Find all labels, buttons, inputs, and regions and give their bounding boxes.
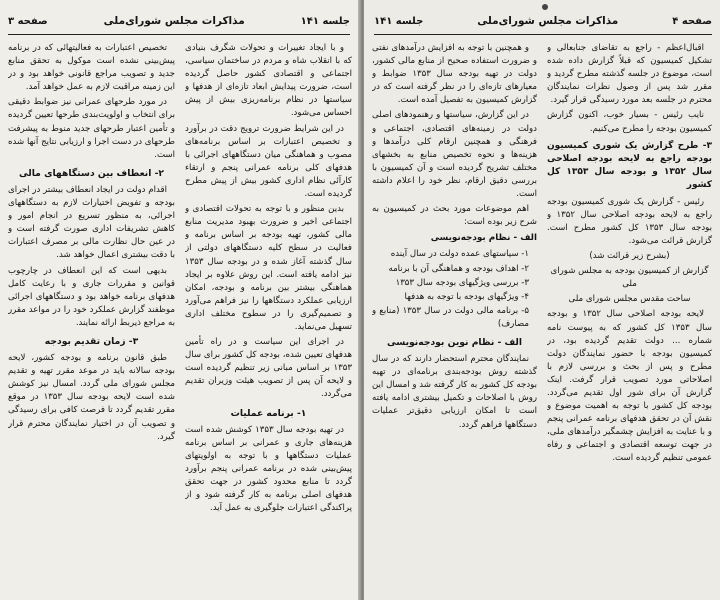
page-number: صفحه ۳	[8, 15, 48, 27]
column-left	[8, 42, 175, 596]
paragraph: بدیهی است که این انعطاف در چارچوب قوانین و مقررات جاری و با رعایت کامل هدفهای برنامه خواهد بود و دستگاههای اجرائی موظفند گزارش عملکرد خود را در مواعد مقرر به مراجع ذیربط ارائه نمایند.	[8, 265, 175, 328]
paragraph: اقدام دولت در ایجاد انعطاف بیشتر در اجرای بودجه و تفویض اختیارات لازم به دستگاههای اجرائی، به منظور تسریع در انجام امور و کاهش تشریفات اداری صورت گرفته است و در عین حال نظارت مالی بر مصرف اعتبارات با دقت بیشتری اعمال خواهد شد.	[8, 184, 175, 261]
agenda-item-heading: ۳- طرح گزارش یک شوری کمیسیون بودجه راجع به لایحه بودجه اصلاحی سال ۱۳۵۲ و بودجه سال ۱۳۵۳ کل کشور	[547, 140, 712, 190]
right-page-header	[374, 8, 712, 35]
paragraph: رئیس - گزارش یک شوری کمیسیون بودجه راجع به لایحه بودجه اصلاحی سال ۱۳۵۲ و بودجه سال ۱۳۵۳ کل کشور مطرح است. گزارش قرائت می‌شود.	[547, 196, 712, 246]
list-item: ۵- برنامه مالی دولت در سال ۱۳۵۳ (منابع و مصارف)	[372, 305, 529, 329]
list-item: ۱- سیاستهای عمده دولت در سال آینده	[390, 249, 529, 260]
paragraph: و با ایجاد تغییرات و تحولات شگرف بنیادی که با انقلاب شاه و مردم در ساختمان سیاسی، اجتماعی و اقتصادی کشور حاصل گردیده است، ضرورت پیدایش ابعاد تازه‌ای از هدفها و سیاستها در نظام برنامه‌ریزی بیش از پیش احساس می‌شود.	[185, 43, 352, 119]
right-page	[364, 0, 720, 600]
right-page-columns	[372, 42, 712, 596]
left-page-columns	[8, 42, 352, 596]
section-heading: ۲- انعطاف بین دستگاههای مالی	[18, 167, 165, 179]
paragraph: در این گزارش، سیاستها و رهنمودهای اصلی دولت در زمینه‌های اقتصادی، اجتماعی و فرهنگی و همچنین ارقام کلی درآمدها و هزینه‌ها و نحوه تخصیص منابع به بخشهای مختلف تشریح گردیده است و آن کمیسیون با بررسی دقیق ارقام، نظر خود را اعلام داشته است.	[372, 110, 537, 200]
paragraph: لایحه بودجه اصلاحی سال ۱۳۵۲ و بودجه سال ۱۳۵۳ کل کشور که به پیوست نامه شماره ... دولت تقدیم گردیده بود، در کمیسیون بودجه با حضور نمایندگان دولت مطرح و پس از بحث و بررسی لازم با اصلاحاتی مورد تصویب قرار گرفت. اینک گزارش آن برای شور اول تقدیم می‌گردد. بودجه کل کشور با توجه به اهمیت موضوع و نقش آن در تحقق هدفهای برنامه عمرانی پنجم و با عنایت به افزایش چشمگیر درآمدهای ملی، در جهت توسعه اقتصادی و اجتماعی و رفاه عمومی تنظیم گردیده است.	[547, 309, 712, 464]
session-number: جلسه ۱۴۱	[374, 15, 424, 27]
centered-note: (بشرح زیر قرائت شد)	[589, 251, 670, 262]
page-title: مذاکرات مجلس شورای‌ملی	[103, 15, 245, 27]
paragraph: طبق قانون برنامه و بودجه کشور، لایحه بودجه سالانه باید در موعد مقرر تهیه و تقدیم مجلس شورای ملی گردد. امسال نیز کوشش شده است لایحه بودجه سال ۱۳۵۳ در موقع مقرر تقدیم گردد تا فرصت کافی برای رسیدگی و تصویب آن در اختیار نمایندگان محترم قرار گیرد.	[8, 353, 175, 442]
paragraph: نمایندگان محترم استحضار دارند که در سال گذشته روش بودجه‌بندی برنامه‌ای در تهیه بودجه کل کشور به کار گرفته شد و امسال این روش با اصلاحات و تکمیل بیشتری ادامه یافته است تا امکان ارزیابی دقیق‌تر عملیات دستگاهها فراهم گردد.	[372, 354, 537, 430]
report-title: گزارش از کمیسیون بودجه به مجلس شورای ملی	[550, 266, 709, 290]
column-right	[547, 42, 712, 596]
section-heading: ۱- برنامه عملیات	[230, 407, 307, 419]
list-item: ۳- بررسی ویژگیهای بودجه سال ۱۳۵۳	[395, 277, 529, 288]
list-item: ۲- اهداف بودجه و هماهنگی آن با برنامه	[388, 263, 529, 274]
paragraph: در این شرایط ضرورت ترویج دقت در برآورد و تخصیص اعتبارات بر اساس برنامه‌های مصوب و هماهنگی میان دستگاههای اجرائی با هدفهای کلی برنامه عمرانی پنجم و ارتقاء کارآئی نظام اداری کشور بیش از پیش مطرح گردیده است.	[185, 123, 352, 200]
page-number: صفحه ۴	[672, 15, 712, 27]
session-number: جلسه ۱۴۱	[300, 15, 350, 27]
list-item: ۴- ویژگیهای بودجه با توجه به هدفها	[404, 291, 529, 302]
subsection-heading: الف - نظام بودجه‌نویسی	[430, 233, 537, 244]
paragraph: در تهیه بودجه سال ۱۳۵۳ کوشش شده است هزینه‌های جاری و عمرانی بر اساس برنامه عملیات دستگاهها و با توجه به اولویتهای پیش‌بینی شده در برنامه عمرانی پنجم برآورد گردد تا منابع محدود کشور در جهت تحقق هدفهای اصلی برنامه به کار گرفته شود و از پراکندگی اعتبارات جلوگیری به عمل آید.	[185, 424, 352, 514]
section-heading: الف - نظام نوین بودجه‌نویسی	[386, 336, 523, 348]
paragraph: اهم موضوعات مورد بحث در کمیسیون به شرح زیر بوده است:	[372, 204, 537, 228]
paragraph: نایب رئیس - بسیار خوب، اکنون گزارش کمیسیون بودجه را مطرح می‌کنیم.	[547, 110, 712, 134]
paragraph: تخصیص اعتبارات به فعالیتهائی که در برنامه پیش‌بینی نشده است موکول به تحقق منابع جدید و تصویب مراجع قانونی خواهد بود و در این زمینه مراقبت لازم به عمل خواهد آمد.	[8, 43, 175, 93]
page-title: مذاکرات مجلس شورای‌ملی	[477, 15, 619, 27]
paragraph: و همچنین با توجه به افزایش درآمدهای نفتی و ضرورت استفاده صحیح از منابع مالی کشور، دولت در تهیه بودجه سال ۱۳۵۳ ضوابط و معیارهای تازه‌ای را در نظر گرفته است که در گزارش کمیسیون به تفصیل آمده است.	[372, 43, 537, 106]
left-page-header	[8, 8, 350, 35]
paragraph: در اجرای این سیاست و در راه تأمین هدفهای تعیین شده، بودجه کل کشور برای سال ۱۳۵۳ بر اساس مبانی زیر تنظیم گردیده است و لایحه آن پس از تصویب هیئت وزیران تقدیم می‌گردد.	[185, 337, 352, 400]
column-left	[372, 42, 537, 596]
paragraph: اقبال‌اعظم - راجع به تقاضای جنابعالی و تشکیل کمیسیون که قبلاً گزارش داده شده است، موضوع در جلسه گذشته مطرح گردید و مقرر شد پس از وصول نظرات نمایندگان محترم در جلسه بعد مورد رسیدگی قرار گیرد.	[547, 43, 712, 106]
salutation: ساحت مقدس مجلس شورای ملی	[568, 294, 691, 305]
column-right	[185, 42, 352, 596]
paragraph: بدین منظور و با توجه به تحولات اقتصادی و اجتماعی اخیر و ضرورت بهبود مدیریت منابع مالی کشور، تهیه بودجه بر اساس برنامه و فعالیت در سطح کلیه دستگاههای دولتی از سال گذشته آغاز شده و در بودجه سال ۱۳۵۳ نیز ادامه یافته است. این روش علاوه بر ایجاد هماهنگی بیشتر بین برنامه و بودجه، امکان ارزیابی عملکرد دستگاهها را نیز فراهم می‌آورد و تصمیم‌گیری را در سطوح مختلف اداری تسهیل می‌نماید.	[185, 204, 352, 332]
section-heading: ۳- زمان تقدیم بودجه	[44, 335, 139, 347]
paragraph: در مورد طرحهای عمرانی نیز ضوابط دقیقی برای انتخاب و اولویت‌بندی طرحها تعیین گردیده و تأمین اعتبار طرحهای جدید منوط به پیشرفت طرحهای در دست اجرا و ارزیابی نتایج آنها شده است.	[8, 97, 175, 160]
